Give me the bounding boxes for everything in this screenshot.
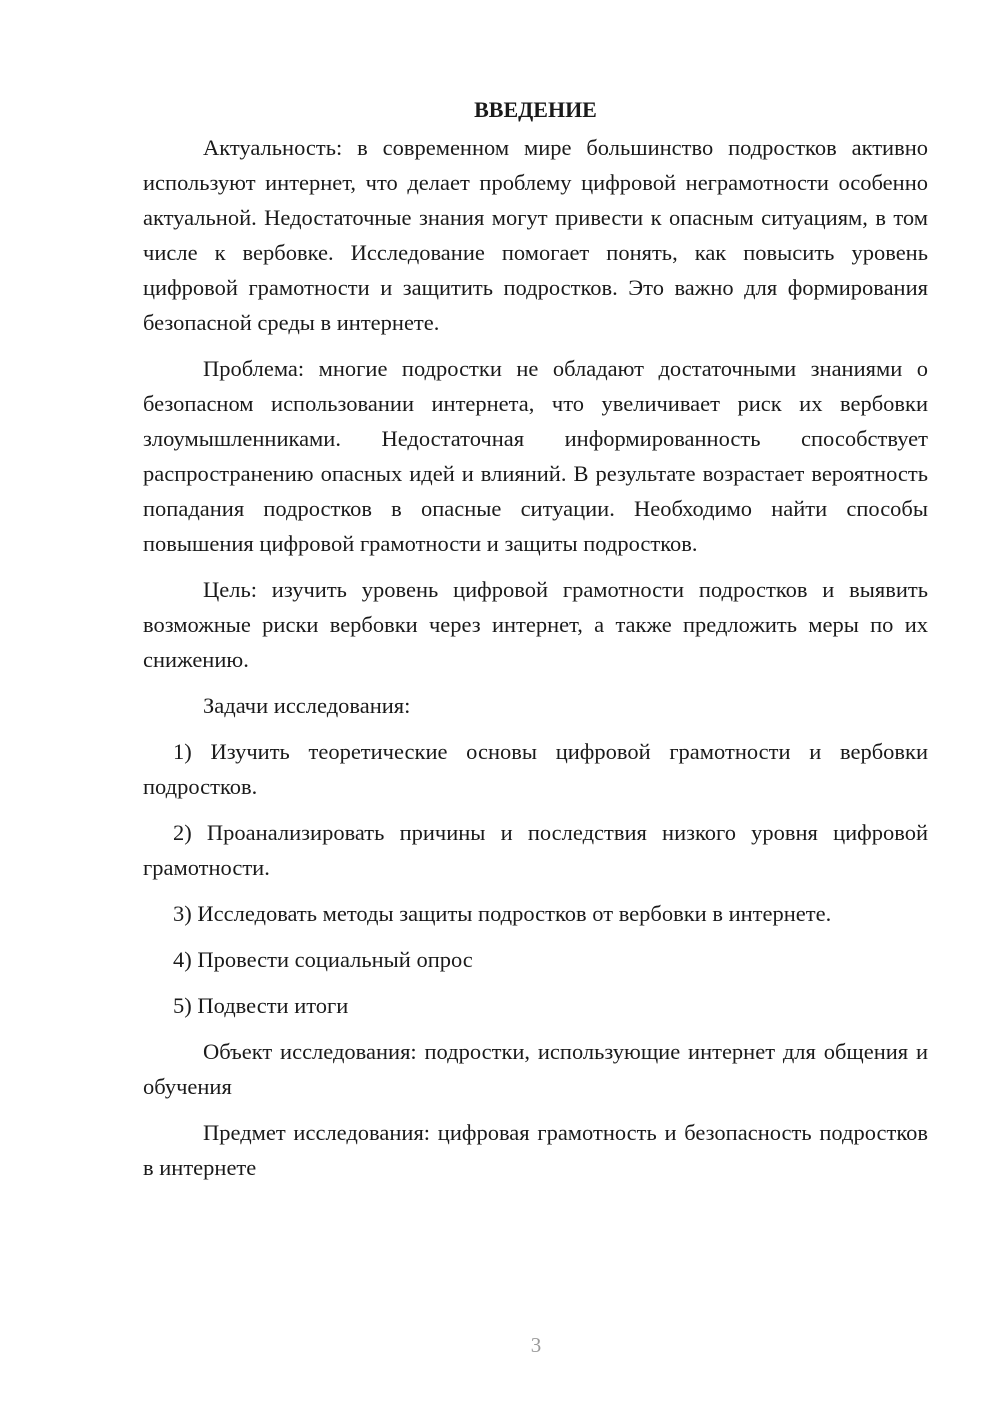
goal-paragraph: Цель: изучить уровень цифровой грамотности подростков и выявить возможные риски вербовки через интернет, а также предложить меры по их снижению. — [143, 577, 928, 672]
page-number: 3 — [530, 1333, 542, 1357]
tasks-title: Задачи исследования: — [203, 693, 411, 718]
object-paragraph: Объект исследования: подростки, использующие интернет для общения и обучения — [143, 1039, 928, 1099]
document-page — [143, 92, 928, 1196]
task-item-5: 5) Подвести итоги — [173, 993, 349, 1018]
task-item-1: 1) Изучить теоретические основы цифровой грамотности и вербовки подростков. — [143, 739, 928, 799]
relevance-paragraph: Актуальность: в современном мире большинство подростков активно используют интернет, что делает проблему цифровой неграмотности особенно актуальной. Недостаточные знания могут привести к опасным ситуациям, в том числе к вербовке. Исследование помогает понять, как повысить уровень цифровой грамотности и защитить подростков. Это важно для формирования безопасной среды в интернете. — [143, 135, 928, 335]
task-item-2: 2) Проанализировать причины и последствия низкого уровня цифровой грамотности. — [143, 820, 928, 880]
task-item-4: 4) Провести социальный опрос — [173, 947, 473, 972]
problem-paragraph: Проблема: многие подростки не обладают достаточными знаниями о безопасном использовании интернета, что увеличивает риск их вербовки злоумышленниками. Недостаточная информированность способствует распространению опасных идей и влияний. В результате возрастает вероятность попадания подростков в опасные ситуации. Необходимо найти способы повышения цифровой грамотности и защиты подростков. — [143, 356, 928, 556]
task-item-3: 3) Исследовать методы защиты подростков от вербовки в интернете. — [173, 901, 832, 926]
subject-paragraph: Предмет исследования: цифровая грамотность и безопасность подростков в интернете — [143, 1120, 928, 1180]
section-heading: ВВЕДЕНИЕ — [474, 97, 597, 122]
